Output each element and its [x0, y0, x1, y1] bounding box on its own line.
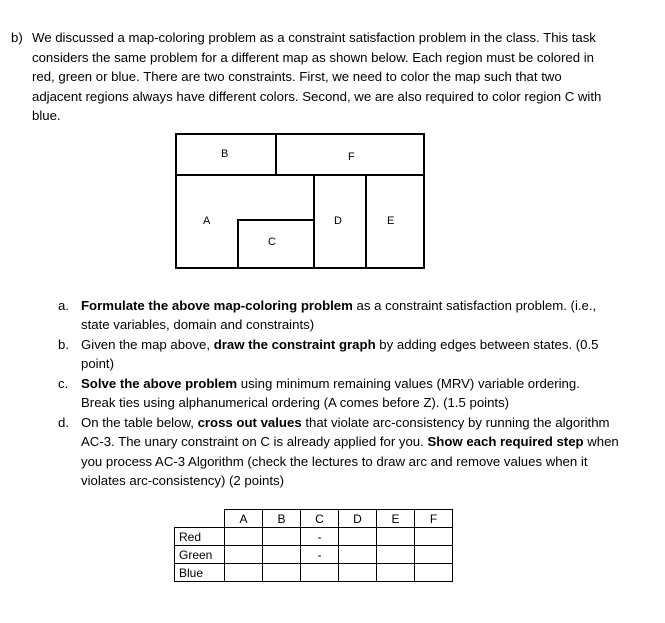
item-d-line-4: violates arc-consistency) (2 points): [81, 473, 285, 488]
table-cell: [339, 528, 377, 546]
table-cell: [377, 546, 415, 564]
region-e: [365, 174, 425, 269]
region-c: [237, 219, 315, 269]
table-column-header: D: [339, 510, 377, 528]
intro-line: red, green or blue. There are two constraints. First, we need to color the map such that two: [32, 69, 562, 84]
part-marker: b): [11, 30, 23, 45]
table-cell: [225, 528, 263, 546]
item-b-line-2: point): [81, 356, 114, 371]
table-cell: [263, 564, 301, 582]
intro-line: considers the same problem for a different map as shown below. Each region must be colored in: [32, 50, 594, 65]
table-row: [175, 564, 453, 582]
region-a-label: A: [203, 215, 211, 227]
region-e-label: E: [387, 215, 395, 227]
row-label: Red: [175, 528, 225, 546]
table-cell: [225, 564, 263, 582]
table-cell: [225, 546, 263, 564]
item-a-line-2: state variables, domain and constraints): [81, 317, 315, 332]
item-b-marker: b.: [58, 337, 69, 352]
table-corner: [175, 510, 225, 528]
table-cell: [301, 564, 339, 582]
table-header-row: [175, 510, 453, 528]
item-d-line-2: AC-3. The unary constraint on C is already applied for you. Show each required step when: [81, 434, 619, 449]
table-cell: [377, 564, 415, 582]
row-label: Green: [175, 546, 225, 564]
table-cell: [339, 564, 377, 582]
item-c-line-2: Break ties using alphanumerical ordering (A comes before Z). (1.5 points): [81, 395, 510, 410]
item-d-marker: d.: [58, 415, 69, 430]
table-cell: [415, 564, 453, 582]
item-d-line-3: you process AC-3 Algorithm (check the lectures to draw arc and remove values when it: [81, 454, 588, 469]
table-cell: [339, 546, 377, 564]
intro-line: We discussed a map-coloring problem as a constraint satisfaction problem in the class. This task: [32, 30, 596, 45]
item-b-line-1: Given the map above, draw the constraint graph by adding edges between states. (0.5: [81, 337, 599, 352]
table-cell: -: [301, 546, 339, 564]
table-cell: -: [301, 528, 339, 546]
region-f-label: F: [348, 151, 355, 163]
table-column-header: F: [415, 510, 453, 528]
item-d-line-1: On the table below, cross out values that violate arc-consistency by running the algorithm: [81, 415, 610, 430]
region-b-label: B: [221, 148, 229, 160]
table-cell: [263, 528, 301, 546]
region-c-label: C: [268, 236, 276, 248]
table-cell: [377, 528, 415, 546]
item-a-line-1: Formulate the above map-coloring problem as a constraint satisfaction problem. (i.e.,: [81, 298, 597, 313]
region-d-label: D: [334, 215, 342, 227]
table-row: [175, 546, 453, 564]
domain-table: [174, 509, 453, 582]
row-label: Blue: [175, 564, 225, 582]
table-cell: [415, 546, 453, 564]
item-c-marker: c.: [58, 376, 69, 391]
table-column-header: E: [377, 510, 415, 528]
table-cell: [415, 528, 453, 546]
table-row: [175, 528, 453, 546]
table-column-header: C: [301, 510, 339, 528]
table-column-header: B: [263, 510, 301, 528]
table-column-header: A: [225, 510, 263, 528]
intro-line: blue.: [32, 108, 61, 123]
table-cell: [263, 546, 301, 564]
item-a-marker: a.: [58, 298, 69, 313]
item-c-line-1: Solve the above problem using minimum remaining values (MRV) variable ordering.: [81, 376, 580, 391]
intro-line: adjacent regions always have different colors. Second, we are also required to color region C with: [32, 89, 602, 104]
